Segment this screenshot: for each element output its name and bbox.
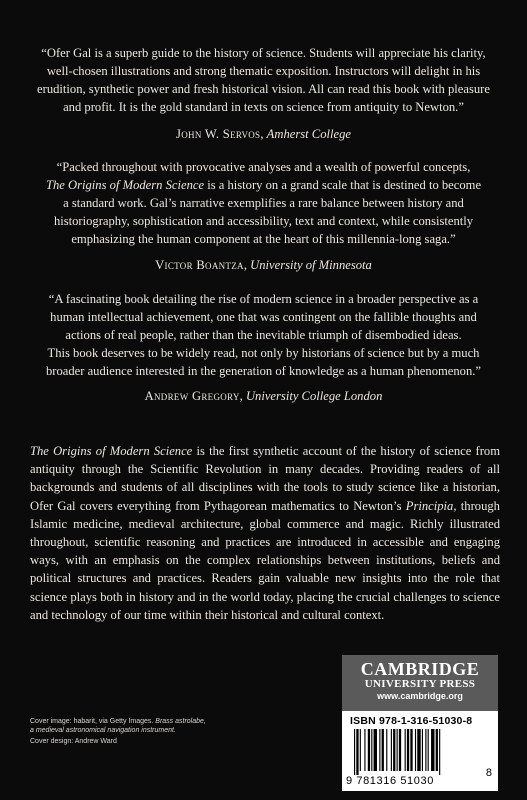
quote-line: well-chosen illustrations and strong thematic exposition. Instructors will delight in his	[46, 64, 481, 78]
quote-line: and profit. It is the gold standard in texts on science from antiquity to Newton.”	[63, 100, 464, 114]
publisher-name: CAMBRIDGE	[360, 659, 480, 679]
barcode-bar	[405, 729, 406, 771]
barcode-bar	[439, 729, 440, 775]
barcode-bar	[368, 729, 370, 771]
quote-servos	[0, 44, 527, 116]
book-title: The Origins of Modern Science	[30, 444, 193, 458]
quote-line: emphasizing the human component at the heart of this millennia-long saga.”	[71, 232, 456, 246]
author-name: Andrew Gregory	[144, 389, 240, 403]
barcode-bar	[360, 729, 361, 771]
barcode-bar	[407, 729, 409, 771]
barcode-bar	[415, 729, 416, 771]
barcode-bars	[354, 729, 474, 775]
publisher-subname: UNIVERSITY PRESS	[364, 678, 476, 690]
quote-line: “Packed throughout with provocative analyses and a wealth of powerful concepts,	[56, 160, 471, 174]
barcode-digits: 9 781316 51030	[346, 775, 434, 787]
barcode-bar	[417, 729, 420, 771]
quote-line: a standard work. Gal’s narrative exemplifies a rare balance between history and	[63, 196, 464, 210]
quote-line: This book deserves to be widely read, not only by historians of science but by a much	[47, 346, 480, 360]
cover-image-credit: Cover image: habarit, via Getty Images. Brass astrolabe,	[30, 718, 206, 725]
book-description: The Origins of Modern Science is the first synthetic account of the history of science from antiquity through the Scientific Revolution in many decades. Providing readers of all backgrounds and students of all disciplines with the tools to study science like a historian, Ofer Gal covers everything from Pythagorean mathematics to Newton’s Principia, through Islamic medicine, medieval architecture, global commerce and magic. Richly illustrated throughout, scientific reasoning and practices are introduced in accessible and engaging ways, with an emphasis on the complex relationships between institutions, beliefs and political structures and practices. Readers gain valuable new insights into the role that science plays both in history and in the world today, placing the crucial challenges to science and technology of our time within their historical and cultural context.	[30, 444, 501, 622]
barcode-bar	[371, 729, 372, 771]
cover-credits	[30, 717, 290, 746]
attribution-gregory: Andrew Gregory, University College London	[144, 389, 383, 403]
quote-line: historiography, sophistication and accessibility, text and context, while consistently	[53, 214, 474, 228]
publisher-url: www.cambridge.org	[377, 691, 463, 701]
quote-boantza	[0, 158, 527, 248]
barcode-bar	[364, 729, 365, 771]
attribution-servos: John W. Servos, Amherst College	[176, 127, 351, 141]
quote-line: human intellectual achievement, one that was contingent on the fallible thoughts and	[50, 310, 477, 324]
quote-line: erudition, synthetic power and fresh historical vision. All can read this book with pleasure	[37, 82, 490, 96]
isbn-barcode	[342, 711, 498, 791]
barcode-bar	[436, 729, 438, 771]
isbn-label: ISBN 978-1-316-51030-8	[350, 715, 473, 727]
author-affiliation: University College London	[245, 389, 383, 403]
cover-image-caption: a medieval astronomical navigation instrument.	[30, 727, 176, 734]
barcode-bar	[410, 729, 412, 771]
barcode-bar	[399, 729, 401, 771]
principia-title: Principia	[405, 498, 454, 513]
barcode-bar	[379, 729, 380, 771]
barcode-bar	[425, 729, 426, 771]
barcode-bar	[356, 729, 358, 775]
author-name: Victor Boantza	[155, 258, 244, 272]
barcode-bar	[354, 729, 355, 775]
cover-design-credit: Cover design: Andrew Ward	[30, 738, 117, 745]
barcode-bar	[382, 729, 384, 771]
quote-line: “A fascinating book detailing the rise of modern science in a broader perspective as a	[48, 292, 479, 306]
barcode-bar	[428, 729, 429, 771]
author-affiliation: Amherst College	[266, 127, 351, 141]
book-title: The Origins of Modern Science	[45, 178, 205, 192]
quote-line: broader audience interested in the generation of knowledge as a human phenomenon.”	[45, 364, 482, 378]
barcode-bar	[431, 729, 434, 771]
barcode-bar	[393, 729, 395, 771]
quote-line: The Origins of Modern Science is a history on a grand scale that is destined to become	[45, 178, 482, 192]
barcode-bar	[386, 729, 387, 771]
publisher-logo	[342, 655, 498, 711]
author-affiliation: University of Minnesota	[250, 258, 372, 272]
attribution-boantza: Victor Boantza, University of Minnesota	[155, 258, 372, 272]
barcode-bar	[391, 729, 392, 771]
author-name: John W. Servos	[176, 127, 261, 141]
barcode-bar	[397, 729, 398, 771]
barcode-supplement: 8	[485, 767, 492, 779]
quote-gregory	[0, 290, 527, 380]
quote-line: “Ofer Gal is a superb guide to the history of science. Students will appreciate his clarity,	[41, 46, 486, 60]
quote-line: actions of real people, rather than the inevitable triumph of disembodied ideas.	[65, 328, 462, 342]
barcode-bar	[422, 729, 423, 771]
barcode-bar	[374, 729, 377, 771]
